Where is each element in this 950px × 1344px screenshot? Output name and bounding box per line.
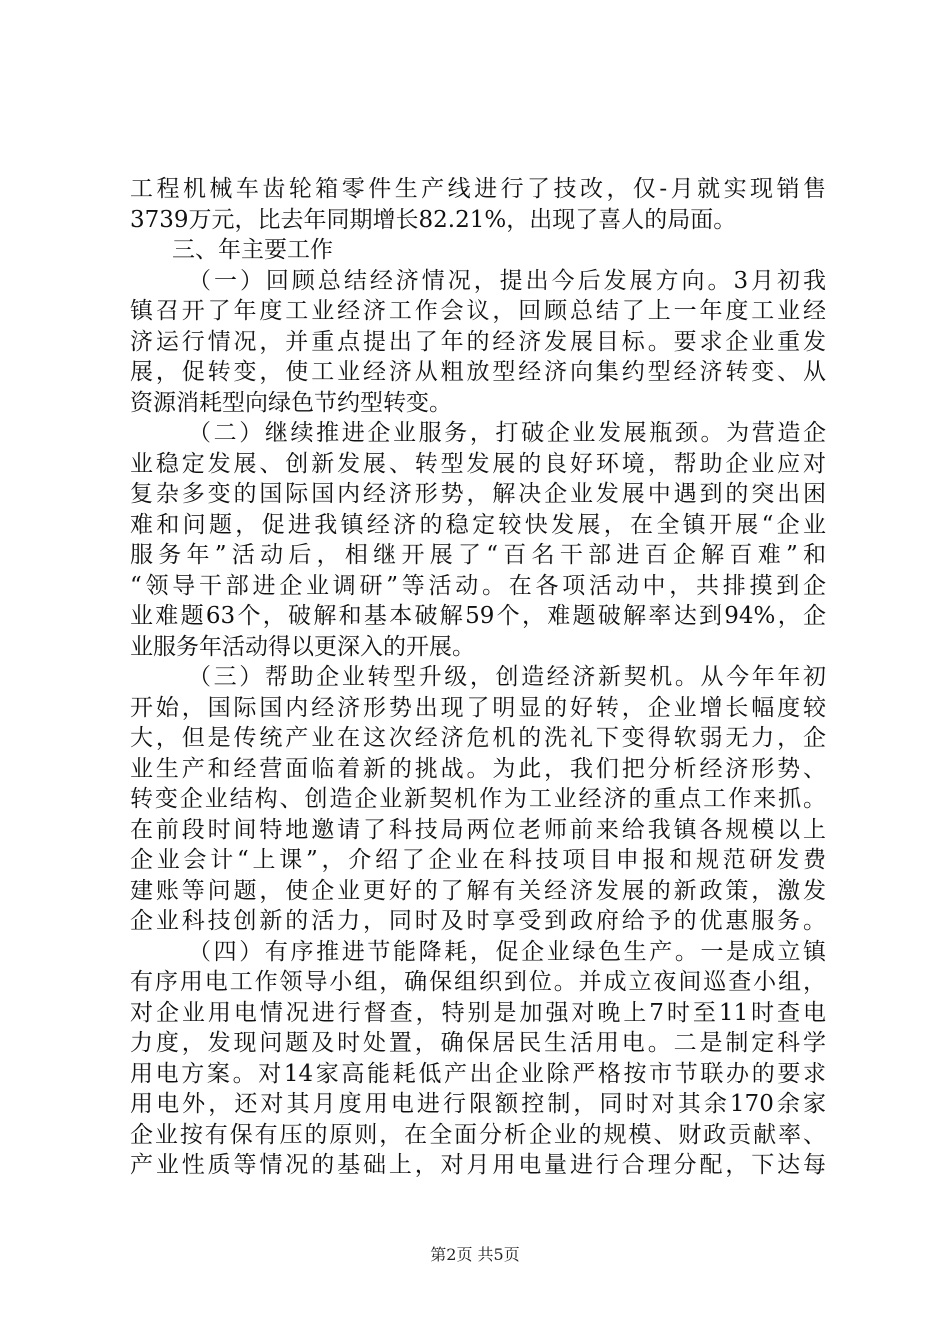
text-line: 用电外，还对其月度用电进行限额控制，同时对其余170余家	[130, 1091, 826, 1117]
text-line: 复杂多变的国际国内经济形势，解决企业发展中遇到的突出困	[130, 481, 826, 507]
text-line: 企业会计“上课”，介绍了企业在科技项目申报和规范研发费	[130, 847, 826, 873]
text-line: 镇召开了年度工业经济工作会议，回顾总结了上一年度工业经	[130, 298, 826, 324]
text-line: 资源消耗型向绿色节约型转变。	[130, 389, 452, 416]
text-line: 产业性质等情况的基础上，对月用电量进行合理分配，下达每	[130, 1152, 826, 1178]
text-line: “领导干部进企业调研”等活动。在各项活动中，共排摸到企	[130, 572, 826, 599]
text-line: 业服务年活动得以更深入的开展。	[130, 633, 475, 660]
text-line: 难和问题，促进我镇经济的稳定较快发展，在全镇开展“企业	[130, 511, 826, 538]
text-line: 企业科技创新的活力，同时及时享受到政府给予的优惠服务。	[130, 908, 826, 934]
text-line: 有序用电工作领导小组，确保组织到位。并成立夜间巡查小组，	[130, 969, 826, 995]
text-line: 业难题63个，破解和基本破解59个，难题破解率达到94%，企	[130, 603, 826, 629]
page-number-footer: 第2页 共5页	[430, 1245, 520, 1264]
text-line: 展，促转变，使工业经济从粗放型经济向集约型经济转变、从	[130, 359, 826, 385]
text-line: 服务年”活动后，相继开展了“百名干部进百企解百难”和	[130, 542, 826, 568]
text-line: 力度，发现问题及时处置，确保居民生活用电。二是制定科学	[130, 1030, 826, 1056]
text-line: 在前段时间特地邀请了科技局两位老师前来给我镇各规模以上	[130, 816, 826, 843]
text-line: 大，但是传统产业在这次经济危机的洗礼下变得软弱无力，企	[130, 725, 826, 751]
text-line: 业稳定发展、创新发展、转型发展的良好环境，帮助企业应对	[130, 450, 826, 477]
text-line: 3739万元，比去年同期增长82.21%，出现了喜人的局面。	[130, 206, 737, 233]
text-line: （二）继续推进企业服务，打破企业发展瓶颈。为营造企	[188, 420, 826, 446]
text-line: （四）有序推进节能降耗，促企业绿色生产。一是成立镇	[188, 938, 826, 965]
text-line: 开始，国际国内经济形势出现了明显的好转，企业增长幅度较	[130, 694, 826, 721]
text-line: （一）回顾总结经济情况，提出今后发展方向。3月初我	[188, 267, 826, 294]
document-body	[130, 174, 826, 1181]
text-line: 企业按有保有压的原则，在全面分析企业的规模、财政贡献率、	[130, 1121, 826, 1148]
text-line: 业生产和经营面临着新的挑战。为此，我们把分析经济形势、	[130, 755, 826, 782]
text-line: 用电方案。对14家高能耗低产出企业除严格按市节联办的要求	[130, 1060, 826, 1087]
section-heading: 三、年主要工作	[172, 237, 333, 263]
text-line: 工程机械车齿轮箱零件生产线进行了技改，仅-月就实现销售	[130, 176, 826, 202]
text-line: 转变企业结构、创造企业新契机作为工业经济的重点工作来抓。	[130, 786, 826, 812]
text-line: 济运行情况，并重点提出了年的经济发展目标。要求企业重发	[130, 328, 826, 355]
text-line: （三）帮助企业转型升级，创造经济新契机。从今年年初	[188, 664, 826, 690]
text-line: 建账等问题，使企业更好的了解有关经济发展的新政策，激发	[130, 877, 826, 904]
text-line: 对企业用电情况进行督查，特别是加强对晚上7时至11时查电	[130, 999, 826, 1026]
